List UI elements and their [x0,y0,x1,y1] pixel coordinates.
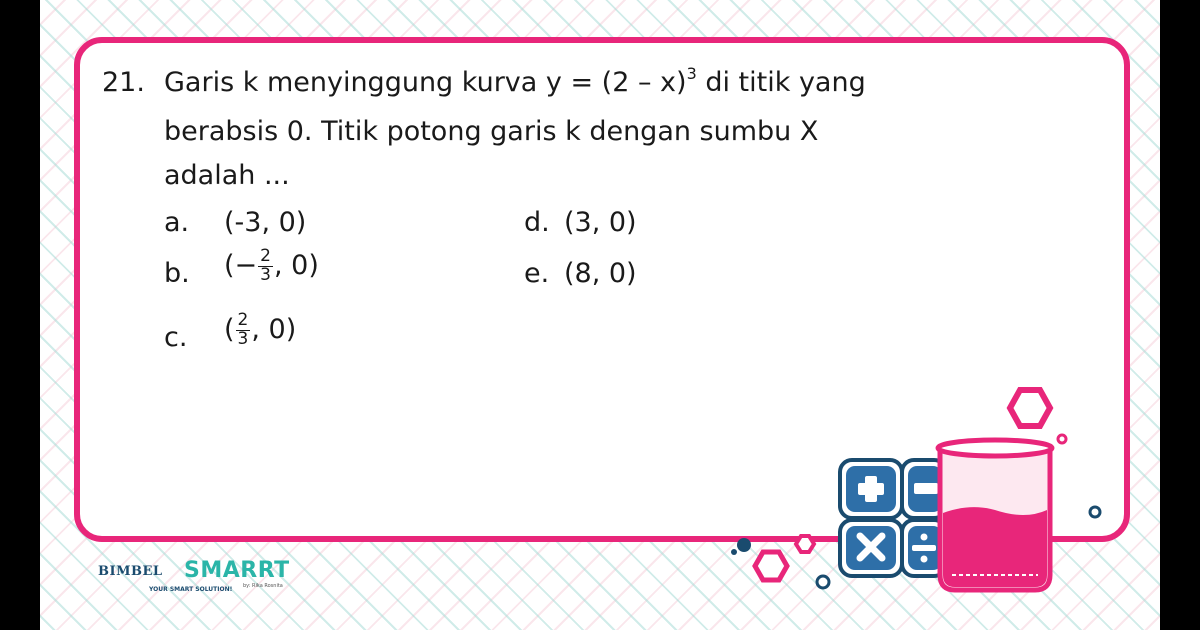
fraction-denominator: 3 [237,328,249,349]
option-b-open: (− [224,249,258,281]
logo-tagline: YOUR SMART SOLUTION! [149,586,233,593]
question-line-1 [164,64,866,98]
slide [40,0,1160,630]
option-a-letter: a. [164,207,190,238]
logo-brand-bimbel: BIMBEL [98,564,163,579]
option-b-value [224,248,319,285]
option-e-value: (8, 0) [564,258,637,289]
question-line-1-text: Garis k menyinggung kurva y = (2 – x) [164,67,687,98]
fraction [258,248,273,285]
question-number: 21. [102,67,145,98]
fraction [236,312,251,349]
option-c-close: , 0) [251,313,297,345]
brand-logo [98,558,298,598]
option-d-letter: d. [524,207,550,238]
option-b-close: , 0) [274,249,319,281]
option-c-letter: c. [164,322,188,353]
option-c-value [224,312,296,349]
fraction-numerator: 2 [260,246,271,266]
option-c-open: ( [224,313,235,345]
dot-icon [731,549,737,555]
option-a-value: (-3, 0) [224,207,307,238]
option-d-value: (3, 0) [564,207,637,238]
logo-brand-smarrt: SMARRT [184,558,290,583]
hexagon-icon [755,552,787,580]
option-b-letter: b. [164,258,190,289]
fraction-numerator: 2 [237,310,249,330]
question-line-3: adalah ... [164,160,290,191]
option-e-letter: e. [524,258,550,289]
fraction-denominator: 3 [260,264,271,285]
question-line-2: berabsis 0. Titik potong garis k dengan sumbu X [164,116,819,147]
question-line-1-tail: di titik yang [696,67,866,98]
logo-byline: by: Rika Rosnita [243,583,283,589]
exponent: 3 [686,64,697,83]
small-circle-icon [817,576,829,588]
question-card [74,37,1130,542]
